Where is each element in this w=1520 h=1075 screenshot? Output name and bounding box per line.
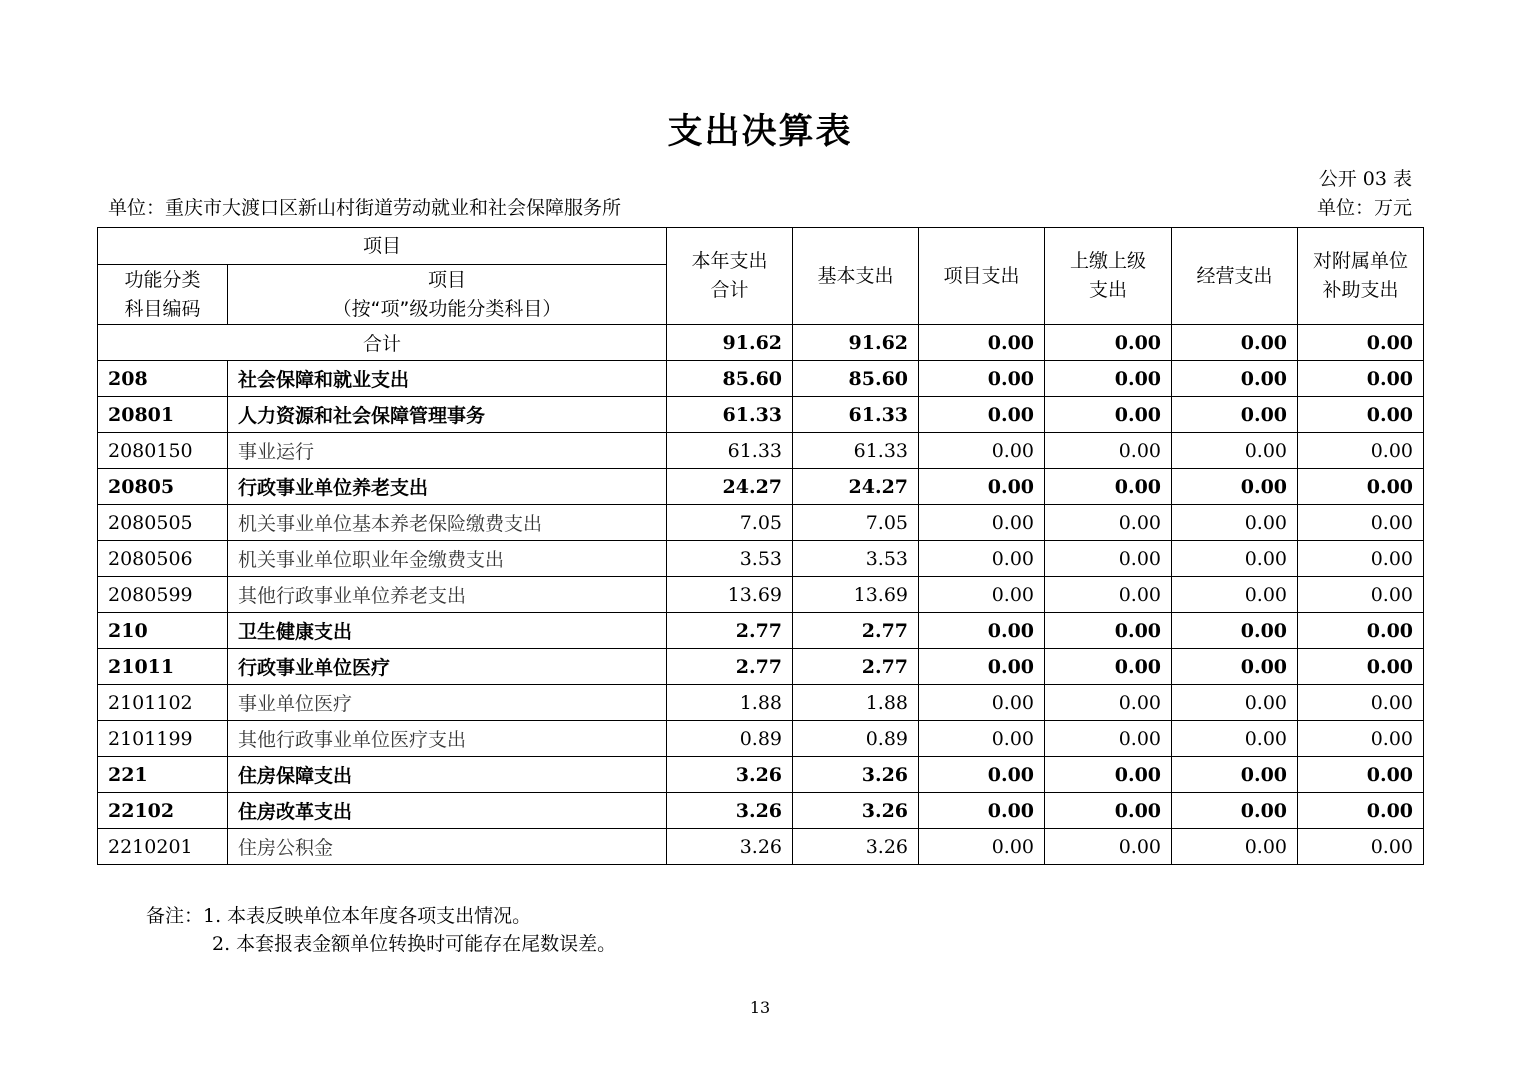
total-row xyxy=(98,325,1424,361)
amount-cell: 0.00 xyxy=(919,469,1045,505)
table-row xyxy=(98,757,1424,793)
table-row xyxy=(98,721,1424,757)
amount-cell: 0.00 xyxy=(919,505,1045,541)
table-row xyxy=(98,541,1424,577)
subject-name-cell: 机关事业单位基本养老保险缴费支出 xyxy=(228,505,667,541)
table-row xyxy=(98,361,1424,397)
table-row xyxy=(98,793,1424,829)
table-row xyxy=(98,829,1424,865)
header-name-line2: （按“项”级功能分类科目） xyxy=(332,297,562,320)
amount-cell: 0.00 xyxy=(1298,469,1424,505)
header-business-expenditure: 经营支出 xyxy=(1172,228,1298,325)
subject-code-cell: 221 xyxy=(98,757,228,793)
unit-name: 单位：重庆市大渡口区新山村街道劳动就业和社会保障服务所 xyxy=(108,197,622,219)
header-item-name xyxy=(228,265,667,325)
subject-code-cell: 2210201 xyxy=(98,829,228,865)
header-name-line1: 项目 xyxy=(428,268,467,291)
amount-cell: 1.88 xyxy=(667,685,793,721)
subject-code-cell: 2101102 xyxy=(98,685,228,721)
header-code xyxy=(98,265,228,325)
amount-cell: 0.00 xyxy=(1172,757,1298,793)
subject-code-cell: 2080150 xyxy=(98,433,228,469)
amount-cell: 0.00 xyxy=(1172,685,1298,721)
amount-cell: 0.00 xyxy=(1045,505,1172,541)
amount-cell: 7.05 xyxy=(667,505,793,541)
table-row xyxy=(98,613,1424,649)
amount-cell: 0.00 xyxy=(1172,721,1298,757)
subject-name-cell: 住房公积金 xyxy=(228,829,667,865)
amount-cell: 2.77 xyxy=(667,649,793,685)
amount-cell: 0.00 xyxy=(1172,541,1298,577)
amount-cell: 0.00 xyxy=(919,541,1045,577)
amount-cell: 0.00 xyxy=(1172,649,1298,685)
amount-cell: 0.00 xyxy=(1045,829,1172,865)
amount-cell: 0.00 xyxy=(1298,397,1424,433)
amount-cell: 2.77 xyxy=(793,649,919,685)
subject-name-cell: 住房保障支出 xyxy=(228,757,667,793)
subject-name-cell: 社会保障和就业支出 xyxy=(228,361,667,397)
currency-unit: 单位：万元 xyxy=(1316,197,1412,219)
amount-cell: 2.77 xyxy=(793,613,919,649)
subject-name-cell: 事业运行 xyxy=(228,433,667,469)
amount-cell: 0.00 xyxy=(919,793,1045,829)
amount-cell: 0.00 xyxy=(1298,721,1424,757)
amount-cell: 7.05 xyxy=(793,505,919,541)
amount-cell: 0.00 xyxy=(1045,793,1172,829)
table-row xyxy=(98,469,1424,505)
total-cell: 0.00 xyxy=(1298,325,1424,361)
expenditure-table xyxy=(97,227,1424,865)
amount-cell: 0.00 xyxy=(1045,721,1172,757)
amount-cell: 0.00 xyxy=(919,721,1045,757)
amount-cell: 0.00 xyxy=(1298,577,1424,613)
amount-cell: 0.00 xyxy=(919,757,1045,793)
amount-cell: 0.00 xyxy=(919,397,1045,433)
amount-cell: 0.00 xyxy=(1298,541,1424,577)
amount-cell: 0.00 xyxy=(1298,793,1424,829)
amount-cell: 0.00 xyxy=(1045,361,1172,397)
amount-cell: 0.00 xyxy=(1172,361,1298,397)
table-row xyxy=(98,505,1424,541)
amount-cell: 0.00 xyxy=(1045,541,1172,577)
amount-cell: 24.27 xyxy=(793,469,919,505)
header-total-expenditure xyxy=(667,228,793,325)
amount-cell: 0.00 xyxy=(1172,793,1298,829)
subject-code-cell: 210 xyxy=(98,613,228,649)
amount-cell: 0.00 xyxy=(1172,613,1298,649)
page-number: 13 xyxy=(749,998,771,1017)
header-subsidy-line1: 对附属单位 xyxy=(1313,250,1409,272)
amount-cell: 0.00 xyxy=(919,685,1045,721)
amount-cell: 0.00 xyxy=(919,433,1045,469)
amount-cell: 0.00 xyxy=(1045,757,1172,793)
table-row xyxy=(98,649,1424,685)
amount-cell: 3.26 xyxy=(667,829,793,865)
amount-cell: 0.00 xyxy=(919,829,1045,865)
amount-cell: 61.33 xyxy=(667,433,793,469)
amount-cell: 0.00 xyxy=(1172,829,1298,865)
subject-name-cell: 其他行政事业单位养老支出 xyxy=(228,577,667,613)
table-row xyxy=(98,397,1424,433)
amount-cell: 0.00 xyxy=(1298,361,1424,397)
note-line-1: 备注：1. 本表反映单位本年度各项支出情况。 xyxy=(146,905,532,927)
amount-cell: 0.00 xyxy=(1298,685,1424,721)
header-code-line2: 科目编码 xyxy=(124,297,201,320)
amount-cell: 0.89 xyxy=(667,721,793,757)
table-row xyxy=(98,685,1424,721)
page-title: 支出决算表 xyxy=(667,112,853,152)
header-total-line1: 本年支出 xyxy=(691,250,768,272)
amount-cell: 0.00 xyxy=(1298,649,1424,685)
header-project: 项目 xyxy=(98,228,667,265)
amount-cell: 0.00 xyxy=(1172,433,1298,469)
amount-cell: 0.00 xyxy=(1298,829,1424,865)
amount-cell: 0.00 xyxy=(1045,649,1172,685)
subject-name-cell: 人力资源和社会保障管理事务 xyxy=(228,397,667,433)
total-cell: 0.00 xyxy=(1045,325,1172,361)
amount-cell: 3.26 xyxy=(667,793,793,829)
amount-cell: 61.33 xyxy=(793,433,919,469)
amount-cell: 0.00 xyxy=(1172,469,1298,505)
amount-cell: 0.00 xyxy=(919,613,1045,649)
amount-cell: 0.00 xyxy=(919,649,1045,685)
amount-cell: 3.26 xyxy=(793,829,919,865)
header-upper-remittance xyxy=(1045,228,1172,325)
amount-cell: 0.00 xyxy=(1298,505,1424,541)
amount-cell: 3.26 xyxy=(793,793,919,829)
subject-code-cell: 20801 xyxy=(98,397,228,433)
amount-cell: 0.00 xyxy=(919,361,1045,397)
amount-cell: 3.26 xyxy=(793,757,919,793)
total-label: 合计 xyxy=(98,325,667,361)
amount-cell: 0.00 xyxy=(1172,397,1298,433)
subject-name-cell: 事业单位医疗 xyxy=(228,685,667,721)
header-subsidy-line2: 补助支出 xyxy=(1322,279,1399,301)
amount-cell: 0.89 xyxy=(793,721,919,757)
amount-cell: 13.69 xyxy=(667,577,793,613)
subject-name-cell: 住房改革支出 xyxy=(228,793,667,829)
subject-code-cell: 2080505 xyxy=(98,505,228,541)
amount-cell: 61.33 xyxy=(793,397,919,433)
amount-cell: 3.53 xyxy=(667,541,793,577)
subject-code-cell: 21011 xyxy=(98,649,228,685)
amount-cell: 85.60 xyxy=(667,361,793,397)
amount-cell: 0.00 xyxy=(1045,433,1172,469)
total-cell: 91.62 xyxy=(667,325,793,361)
subject-code-cell: 2080506 xyxy=(98,541,228,577)
header-upper-line2: 支出 xyxy=(1089,279,1128,301)
amount-cell: 0.00 xyxy=(1045,613,1172,649)
amount-cell: 24.27 xyxy=(667,469,793,505)
header-row xyxy=(98,228,1424,265)
amount-cell: 13.69 xyxy=(793,577,919,613)
form-number: 公开 03 表 xyxy=(1318,168,1412,190)
header-program-expenditure: 项目支出 xyxy=(919,228,1045,325)
amount-cell: 0.00 xyxy=(1298,433,1424,469)
subject-code-cell: 208 xyxy=(98,361,228,397)
amount-cell: 0.00 xyxy=(1045,685,1172,721)
table-row xyxy=(98,433,1424,469)
total-cell: 91.62 xyxy=(793,325,919,361)
amount-cell: 61.33 xyxy=(667,397,793,433)
subject-code-cell: 2101199 xyxy=(98,721,228,757)
amount-cell: 0.00 xyxy=(1172,577,1298,613)
subject-code-cell: 22102 xyxy=(98,793,228,829)
header-subsidy-expenditure xyxy=(1298,228,1424,325)
amount-cell: 0.00 xyxy=(919,577,1045,613)
amount-cell: 3.26 xyxy=(667,757,793,793)
header-basic-expenditure: 基本支出 xyxy=(793,228,919,325)
subject-name-cell: 其他行政事业单位医疗支出 xyxy=(228,721,667,757)
amount-cell: 0.00 xyxy=(1045,469,1172,505)
amount-cell: 0.00 xyxy=(1045,397,1172,433)
amount-cell: 0.00 xyxy=(1298,613,1424,649)
amount-cell: 3.53 xyxy=(793,541,919,577)
total-cell: 0.00 xyxy=(1172,325,1298,361)
amount-cell: 85.60 xyxy=(793,361,919,397)
subject-name-cell: 机关事业单位职业年金缴费支出 xyxy=(228,541,667,577)
amount-cell: 0.00 xyxy=(1172,505,1298,541)
subject-name-cell: 卫生健康支出 xyxy=(228,613,667,649)
amount-cell: 1.88 xyxy=(793,685,919,721)
amount-cell: 2.77 xyxy=(667,613,793,649)
subject-name-cell: 行政事业单位养老支出 xyxy=(228,469,667,505)
amount-cell: 0.00 xyxy=(1045,577,1172,613)
header-upper-line1: 上缴上级 xyxy=(1070,250,1147,272)
header-code-line1: 功能分类 xyxy=(124,268,201,291)
subject-code-cell: 2080599 xyxy=(98,577,228,613)
amount-cell: 0.00 xyxy=(1298,757,1424,793)
subject-code-cell: 20805 xyxy=(98,469,228,505)
notes xyxy=(146,902,616,958)
subject-name-cell: 行政事业单位医疗 xyxy=(228,649,667,685)
note-line-2: 2. 本套报表金额单位转换时可能存在尾数误差。 xyxy=(212,933,617,955)
header-total-line2: 合计 xyxy=(710,279,749,301)
table-row xyxy=(98,577,1424,613)
total-cell: 0.00 xyxy=(919,325,1045,361)
